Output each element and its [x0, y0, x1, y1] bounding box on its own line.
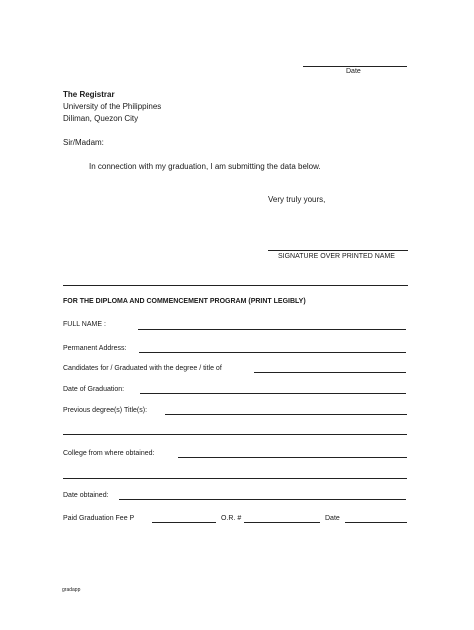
salutation: Sir/Madam:	[63, 138, 104, 147]
section-title: FOR THE DIPLOMA AND COMMENCEMENT PROGRAM (PRINT LEGIBLY)	[63, 298, 306, 305]
full-name-label: FULL NAME :	[63, 321, 106, 328]
date-label: Date	[346, 68, 361, 75]
signature-line[interactable]	[268, 250, 408, 251]
body-text: In connection with my graduation, I am submitting the data below.	[89, 162, 321, 171]
addressee-line-2: Diliman, Quezon City	[63, 114, 139, 123]
permanent-address-label: Permanent Address:	[63, 345, 127, 352]
addressee-title: The Registrar	[63, 90, 115, 99]
fee-field[interactable]	[152, 522, 216, 523]
section-divider	[63, 285, 408, 286]
date-obtained-field[interactable]	[119, 499, 406, 500]
date-of-graduation-label: Date of Graduation:	[63, 386, 125, 393]
date-line[interactable]	[303, 66, 407, 67]
full-name-field[interactable]	[138, 329, 406, 330]
date-of-graduation-field[interactable]	[140, 393, 406, 394]
or-field[interactable]	[244, 522, 320, 523]
college-field[interactable]	[178, 457, 407, 458]
closing: Very truly yours,	[268, 195, 326, 204]
college-field-2[interactable]	[63, 478, 407, 479]
degree-title-field[interactable]	[254, 372, 406, 373]
fee-date-label: Date	[325, 515, 340, 522]
fee-date-field[interactable]	[345, 522, 407, 523]
candidates-label: Candidates for / Graduated with the degree / title of	[63, 365, 222, 372]
date-obtained-label: Date obtained:	[63, 492, 109, 499]
previous-degrees-field[interactable]	[165, 414, 407, 415]
previous-degrees-field-2[interactable]	[63, 434, 407, 435]
or-label: O.R. #	[221, 515, 242, 522]
signature-label: SIGNATURE OVER PRINTED NAME	[278, 253, 395, 260]
permanent-address-field[interactable]	[139, 352, 406, 353]
previous-degrees-label: Previous degree(s) Title(s):	[63, 407, 148, 414]
addressee-line-1: University of the Philippines	[63, 102, 162, 111]
college-label: College from where obtained:	[63, 450, 155, 457]
fee-label: Paid Graduation Fee P	[63, 515, 135, 522]
footer-code: gradapp	[62, 587, 81, 593]
